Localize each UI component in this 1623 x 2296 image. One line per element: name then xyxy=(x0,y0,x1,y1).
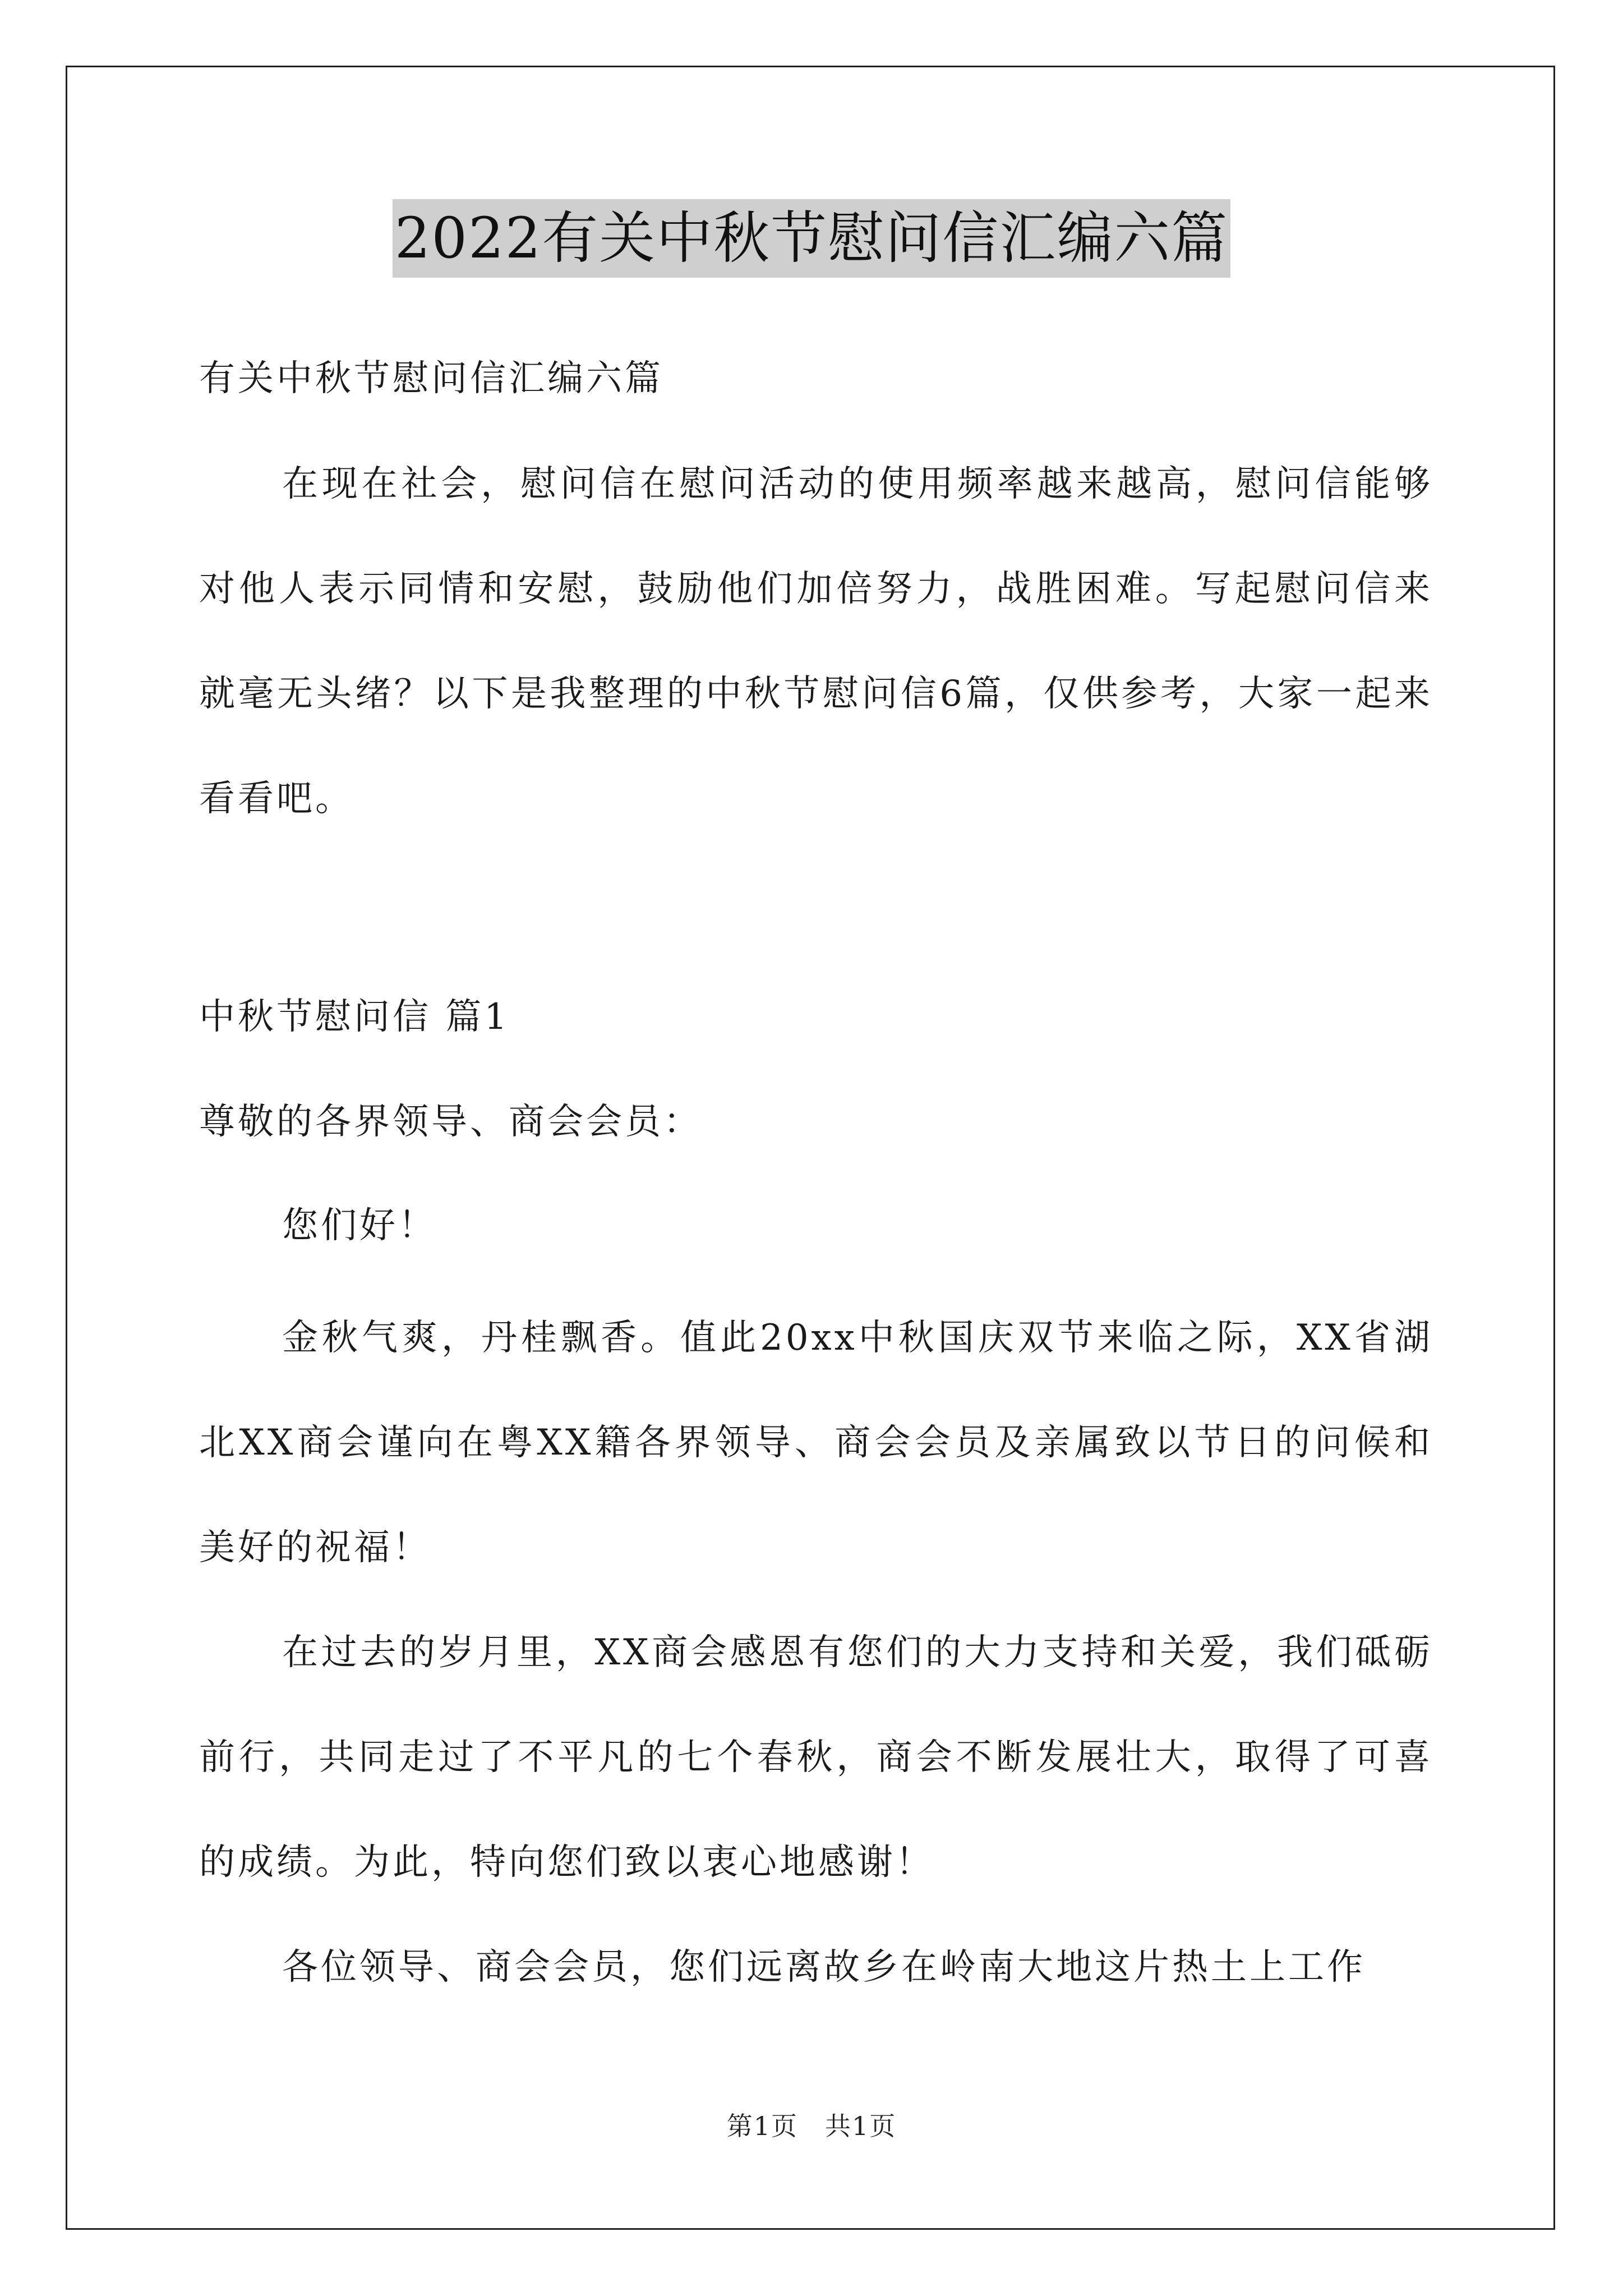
page-footer xyxy=(0,2109,1623,2143)
salutation: 尊敬的各界领导、商会会员： xyxy=(199,1101,702,1143)
body-paragraph-3: 各位领导、商会会员，您们远离故乡在岭南大地这片热土上工作 xyxy=(282,1947,1366,1988)
document-subtitle: 有关中秋节慰问信汇编六篇 xyxy=(199,358,663,399)
intro-paragraph: 在现在社会，慰问信在慰问活动的使用频率越来越高，慰问信能够对他人表示同情和安慰，鼓励他们加倍努力，战胜困难。写起慰问信来就毫无头绪？以下是我整理的中秋节慰问信6篇，仅供参考，大家一起来看看吧。 xyxy=(199,463,1433,820)
page-indicator: 第1页 共1页 xyxy=(726,2111,897,2141)
section-heading: 中秋节慰问信 篇1 xyxy=(199,996,510,1038)
title-container xyxy=(0,199,1623,278)
body-paragraph-2: 在过去的岁月里，XX商会感恩有您们的大力支持和关爱，我们砥砺前行，共同走过了不平凡的七个春秋，商会不断发展壮大，取得了可喜的成绩。为此，特向您们致以衷心地感谢！ xyxy=(199,1632,1433,1883)
greeting: 您们好！ xyxy=(282,1205,437,1246)
body-paragraph-1: 金秋气爽，丹桂飘香。值此20xx中秋国庆双节来临之际，XX省湖北XX商会谨向在粤XX籍各界领导、商会会员及亲属致以节日的问候和美好的祝福！ xyxy=(199,1317,1433,1568)
document-title: 2022有关中秋节慰问信汇编六篇 xyxy=(393,199,1231,278)
